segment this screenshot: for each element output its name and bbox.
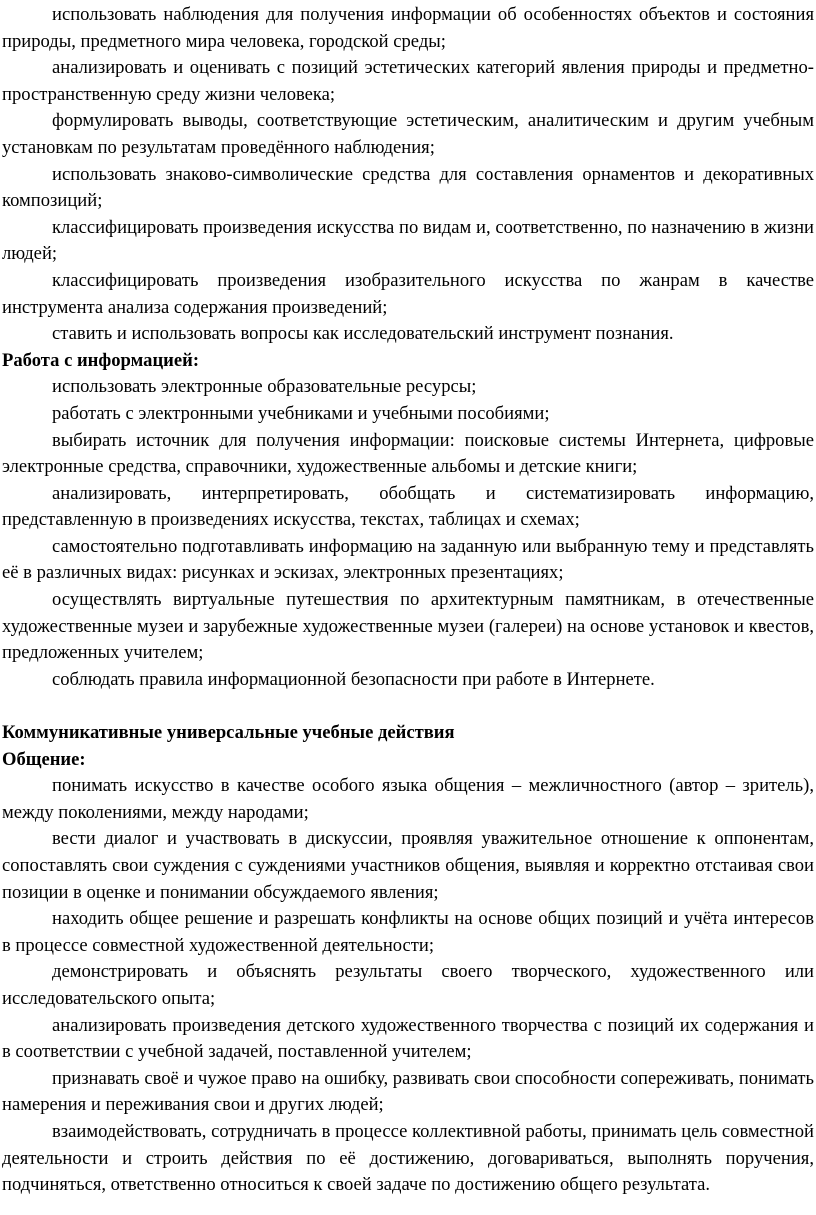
list-item: признавать своё и чужое право на ошибку, развивать свои способности сопереживать, понимать намерения и переживания свои и других людей; — [2, 1067, 814, 1116]
list-item: анализировать и оценивать с позиций эстетических категорий явления природы и предметно-пространственную среду жизни человека; — [2, 57, 814, 105]
list-item: использовать электронные образовательные ресурсы; — [52, 376, 477, 398]
observation-skills-list — [2, 2, 814, 348]
list-item: анализировать, интерпретировать, обобщать и систематизировать информацию, представленную в произведениях искусства, текстах, таблицах и схемах; — [2, 482, 814, 531]
list-item: осуществлять виртуальные путешествия по архитектурным памятникам, в отечественные художественные музеи и зарубежные художественные музеи (галереи) на основе установок и квестов, предложенных учителем; — [2, 589, 814, 664]
list-item: работать с электронными учебниками и учебными пособиями; — [52, 402, 550, 424]
blank-line — [2, 693, 814, 720]
list-item: ставить и использовать вопросы как исследовательский инструмент познания. — [52, 323, 674, 345]
document-page — [2, 2, 814, 1199]
list-item: классифицировать произведения изобразительного искусства по жанрам в качестве инструмента анализа содержания произведений; — [2, 269, 814, 318]
info-section-heading: Работа с информацией: — [2, 349, 200, 371]
comm-section-heading: Коммуникативные универсальные учебные действия — [2, 722, 455, 744]
list-item: классифицировать произведения искусства по видам и, соответственно, по назначению в жизни людей; — [2, 216, 814, 265]
list-item: использовать наблюдения для получения информации об особенностях объектов и состояния природы, предметного мира человека, городской среды; — [2, 4, 814, 52]
list-item: вести диалог и участвовать в дискуссии, проявляя уважительное отношение к оппонентам, сопоставлять свои суждения с суждениями участников общения, выявляя и корректно отстаивая свои позиции в оценке и понимании обсуждаемого явления; — [2, 828, 814, 903]
list-item: использовать знаково-символические средства для составления орнаментов и декоративных композиций; — [2, 163, 814, 212]
list-item: находить общее решение и разрешать конфликты на основе общих позиций и учёта интересов в процессе совместной художественной деятельности; — [2, 908, 814, 956]
comm-subheading: Общение: — [2, 748, 86, 770]
list-item: демонстрировать и объяснять результаты своего творческого, художественного или исследовательского опыта; — [2, 961, 814, 1009]
list-item: взаимодействовать, сотрудничать в процессе коллективной работы, принимать цель совместной деятельности и строить действия по её достижению, договариваться, выполнять поручения, подчиняться, ответственно относиться к своей задаче по достижению общего результата. — [2, 1120, 814, 1196]
communication-skills-list — [2, 773, 814, 1199]
list-item: выбирать источник для получения информации: поисковые системы Интернета, цифровые электронные средства, справочники, художественные альбомы и детские книги; — [2, 429, 814, 478]
list-item: анализировать произведения детского художественного творчества с позиций их содержания и в соответствии с учебной задачей, поставленной учителем; — [2, 1014, 814, 1063]
list-item: самостоятельно подготавливать информацию на заданную или выбранную тему и представлять её в различных видах: рисунках и эскизах, электронных презентациях; — [2, 535, 814, 584]
list-item: соблюдать правила информационной безопасности при работе в Интернете. — [52, 668, 655, 690]
list-item: формулировать выводы, соответствующие эстетическим, аналитическим и другим учебным установкам по результатам проведённого наблюдения; — [2, 110, 814, 158]
info-skills-list — [2, 374, 814, 693]
list-item: понимать искусство в качестве особого языка общения – межличностного (автор – зритель), между поколениями, между народами; — [2, 775, 814, 823]
